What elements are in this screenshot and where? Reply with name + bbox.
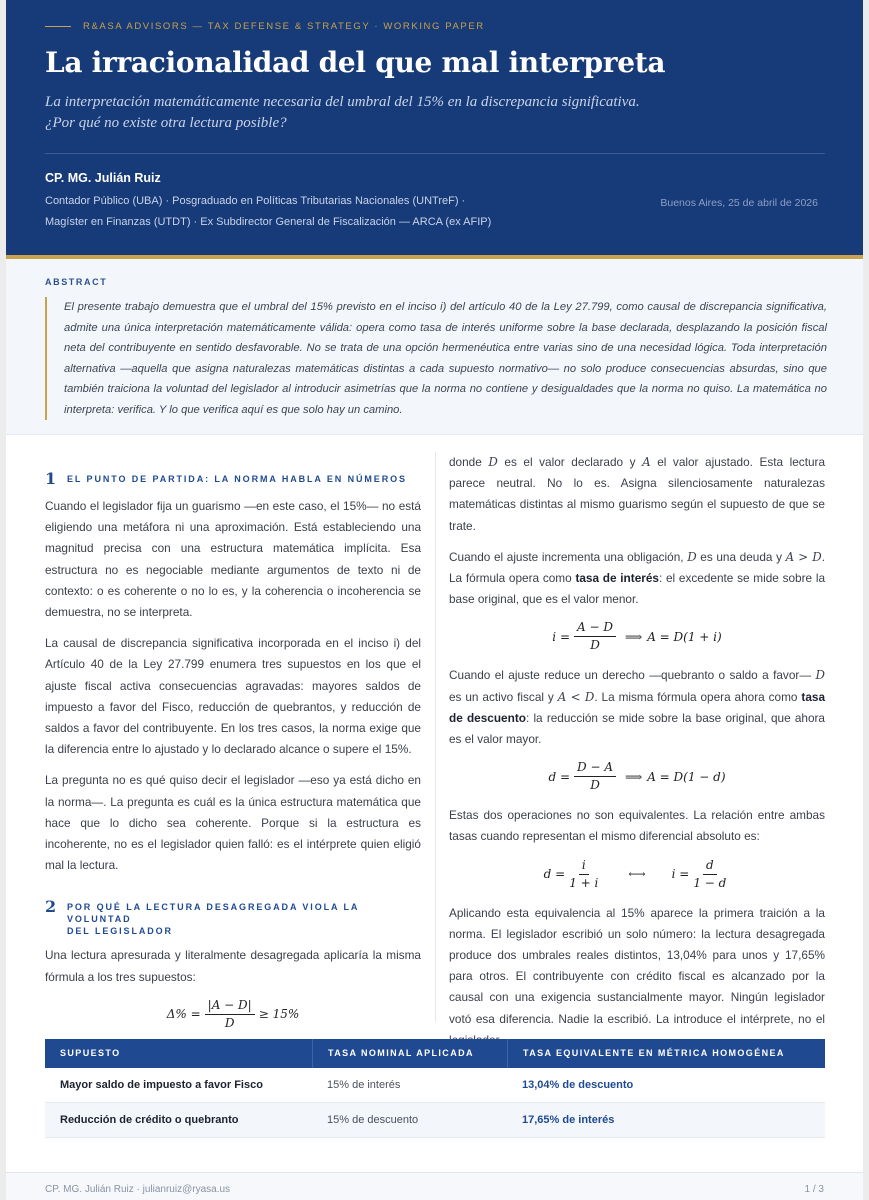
- paper-header: [6, 0, 863, 255]
- formula-equivalence-denominator-1: 1 + i: [569, 875, 599, 890]
- location-date: Buenos Aires, 25 de abril de 2026: [660, 197, 818, 209]
- formula-equivalence-fraction-1: [569, 858, 598, 891]
- formula-interest-lhs: i =: [552, 629, 571, 644]
- abstract-label: ABSTRACT: [45, 277, 108, 287]
- text-fragment: el valor ajustado. Esta lectura parece neutral. No lo es. Asigna silenciosamente naturalezas matemáticas distintas al mismo guarismo según el supuesto de que se trate.: [449, 455, 826, 533]
- section-1-paragraph-2: La causal de discrepancia significativa incorporada en el inciso i) del Artículo 40 de la Ley 27.799 enumera tres supuestos en los que el ajuste fiscal activa consecuencias agravadas: mayores saldos de impuesto a favor del Fisco, reducción de quebrantos, y reducción de saldos a favor del contribuyente. En los tres casos, la norma exige que la diferencia entre lo ajustado y lo declarado alcance o supere el 15%.: [45, 636, 421, 757]
- text-fragment: donde: [449, 455, 482, 469]
- math-condition-a-gt-d: A > D: [785, 549, 822, 564]
- term-tasa-de-interes: tasa de interés: [575, 571, 659, 586]
- section-2-title-line-2: DEL LEGISLADOR: [67, 926, 173, 937]
- formula-delta-rhs: ≥ 15%: [258, 1007, 300, 1022]
- text-fragment: es el valor declarado y: [504, 455, 636, 469]
- table-cell-tasa-nominal: 15% de interés: [327, 1079, 401, 1091]
- author-name: CP. MG. Julián Ruiz: [45, 171, 161, 185]
- formula-equivalence-numerator-2: d: [703, 858, 717, 875]
- table-row: [45, 1068, 825, 1103]
- text-fragment: es una deuda y: [700, 549, 783, 564]
- section-2-title-line-1: POR QUÉ LA LECTURA DESAGREGADA VIOLA LA VOLUNTAD: [67, 902, 359, 925]
- section-2-number: 2: [45, 897, 57, 917]
- table-cell-tasa-equivalente: 13,04% de descuento: [522, 1079, 634, 1091]
- table-cell-supuesto: Reducción de crédito o quebranto: [60, 1114, 239, 1126]
- table-cell-tasa-nominal: 15% de descuento: [327, 1114, 419, 1126]
- implies-arrow: ⟹: [625, 629, 643, 644]
- formula-discount-fraction: [574, 760, 616, 793]
- formula-equivalence-lhs-1: d =: [543, 867, 566, 882]
- abstract-text: El presente trabajo demuestra que el umbral del 15% previsto en el inciso i) del artículo 40 de la Ley 27.799, como causal de discrepancia significativa, admite una única interpretación matemáticamente válida: opera como tasa de interés uniforme sobre la base declarada, desplazando la posición fiscal neta del contribuyente en sentido desfavorable. No se trata de una opción hermenéutica entre varias sino de una necesidad lógica. Toda interpretación alternativa —aquella que asigna naturalezas matemáticas distintas a cada supuesto normativo— no solo produce consecuencias absurdas, sino que también traiciona la voluntad del legislador al introducir asimetrías que la norma no contiene y desigualdades que la norma no quiso. La matemática no interpreta: verifica. Y lo que verifica aquí es que solo hay un camino.: [45, 297, 827, 420]
- formula-discount-lhs: d =: [548, 769, 571, 784]
- formula-interest-rhs: A = D(1 + i): [647, 629, 722, 644]
- author-credentials-line-2: Magíster en Finanzas (UTDT) · Ex Subdirector General de Fiscalización — ARCA (ex AFIP): [45, 216, 492, 228]
- page-edge-right: [863, 0, 869, 1200]
- right-paragraph-1: [449, 452, 825, 537]
- formula-delta-fraction: [205, 998, 255, 1031]
- abstract-section: [6, 259, 863, 435]
- table-row: [45, 1103, 825, 1138]
- footer-page-number: 1 / 3: [804, 1184, 824, 1195]
- table-cell-tasa-equivalente: 17,65% de interés: [522, 1114, 615, 1126]
- text-fragment: . La misma fórmula opera ahora como: [594, 689, 798, 704]
- kicker: [45, 21, 485, 32]
- table-header-row: [45, 1039, 825, 1068]
- text-fragment: es un activo fiscal y: [449, 689, 554, 704]
- section-1-paragraph-3: La pregunta no es qué quiso decir el legislador —eso ya está dicho en la norma—. La pregunta es cuál es la única estructura matemática que hace que lo dicho sea coherente. Porque si la estructura es incoherente, no es el legislador quien falló: es el intérprete quien eligió mal la lectura.: [45, 773, 421, 873]
- formula-interest-numerator: A − D: [574, 620, 616, 637]
- page-footer: [6, 1173, 863, 1200]
- section-1-number: 1: [45, 469, 57, 488]
- table-header-tasa-equivalente: TASA EQUIVALENTE EN MÉTRICA HOMOGÉNEA: [507, 1039, 825, 1068]
- left-column: [45, 470, 421, 1043]
- paper-subtitle: [45, 92, 825, 134]
- table-header-tasa-nominal: TASA NOMINAL APLICADA: [312, 1039, 507, 1068]
- formula-equivalence: [449, 858, 825, 891]
- math-condition-a-lt-d: A < D: [557, 689, 595, 704]
- formula-interest-denominator: D: [590, 638, 600, 653]
- formula-equivalence-fraction-2: [693, 858, 726, 891]
- section-2-title: [67, 898, 421, 937]
- right-paragraph-5: Aplicando esta equivalencia al 15% aparece la primera traición a la norma. El legislador escribió un solo número: la lectura desagregada produce dos umbrales reales distintos, 13,04% para unos y 17,65% para otros. El contribuyente con crédito fiscal es alcanzado por la causal con una exigencia sustancialmente mayor. Ningún legislador votó esa diferencia. Nadie la escribió. La introduce el intérprete, no el: [449, 905, 825, 1026]
- formula-discount-rhs: A = D(1 − d): [647, 769, 726, 784]
- subtitle-line-1: La interpretación matemáticamente necesaria del umbral del 15% en la discrepancia significativa.: [45, 94, 640, 110]
- formula-equivalence-lhs-2: i =: [671, 867, 690, 882]
- right-paragraph-4: Estas dos operaciones no son equivalentes. La relación entre ambas tasas cuando representan el mismo diferencial absoluto es:: [449, 808, 825, 844]
- math-var-d: D: [488, 455, 498, 469]
- formula-equivalence-denominator-2: 1 − d: [693, 875, 727, 890]
- text-fragment: Cuando el ajuste incrementa una obligación,: [449, 549, 684, 564]
- author-credentials-line-1: Contador Público (UBA) · Posgraduado en Políticas Tributarias Nacionales (UNTreF) ·: [45, 195, 466, 207]
- formula-discount-rate: [449, 760, 825, 793]
- math-var-d: D: [687, 549, 697, 564]
- formula-discount-denominator: D: [590, 778, 600, 793]
- subtitle-line-2: ¿Por qué no existe otra lectura posible?: [45, 115, 287, 131]
- paper-title: La irracionalidad del que mal interpreta: [45, 46, 666, 79]
- text-fragment: : el excedente se mide sobre la base original, que es el valor menor.: [449, 571, 826, 607]
- right-column: [449, 452, 825, 1061]
- header-divider: [45, 153, 825, 154]
- footer-author-email: CP. MG. Julián Ruiz · julianruiz@ryasa.us: [45, 1184, 231, 1195]
- section-2-heading: [45, 898, 421, 937]
- formula-delta-percent: [45, 998, 421, 1031]
- math-var-a: A: [642, 455, 651, 469]
- math-var-d: D: [815, 668, 825, 683]
- formula-delta-denominator: D: [224, 1015, 235, 1030]
- section-2-paragraph-1: Una lectura apresurada y literalmente desagregada aplicaría la misma fórmula a los tres supuestos:: [45, 948, 421, 984]
- term-tasa-de-descuento: tasa de descuento: [449, 689, 826, 725]
- right-paragraph-3: [449, 665, 825, 750]
- formula-interest-rate: [449, 620, 825, 653]
- table-header-supuesto: SUPUESTO: [60, 1048, 121, 1058]
- text-fragment: : la reducción se mide sobre la base original, que ahora es el valor mayor.: [449, 710, 825, 747]
- kicker-text: R&ASA ADVISORS — TAX DEFENSE & STRATEGY · WORKING PAPER: [83, 21, 485, 32]
- formula-discount-numerator: D − A: [574, 760, 616, 777]
- formula-equivalence-numerator-1: i: [579, 858, 589, 875]
- column-divider: [435, 452, 436, 1022]
- right-paragraph-2: [449, 547, 825, 611]
- rates-table: [45, 1039, 825, 1138]
- section-1-title: EL PUNTO DE PARTIDA: LA NORMA HABLA EN NÚMEROS: [67, 474, 407, 484]
- section-1-paragraph-1: Cuando el legislador fija un guarismo —en este caso, el 15%— no está eligiendo una metáfora ni una aproximación. Está estableciendo una magnitud precisa con una estructura matemática implícita. Esa estructura no es negociable mediante argumentos de texto ni de contexto: o es coherente o no lo es, y la coherencia o incoherencia se demuestra, no se interpreta.: [45, 499, 421, 620]
- text-fragment: Cuando el ajuste reduce un derecho —quebranto o saldo a favor—: [449, 668, 812, 683]
- text-fragment: . La fórmula opera como: [449, 549, 825, 586]
- equivalence-arrow: ⟷: [628, 867, 646, 882]
- kicker-rule: [45, 26, 71, 27]
- formula-delta-numerator: |A − D|: [205, 998, 255, 1015]
- implies-arrow: ⟹: [625, 769, 643, 784]
- formula-delta-lhs: Δ% =: [166, 1007, 201, 1022]
- formula-interest-fraction: [574, 620, 616, 653]
- table-cell-supuesto: Mayor saldo de impuesto a favor Fisco: [60, 1079, 263, 1091]
- section-1-heading: [45, 470, 421, 488]
